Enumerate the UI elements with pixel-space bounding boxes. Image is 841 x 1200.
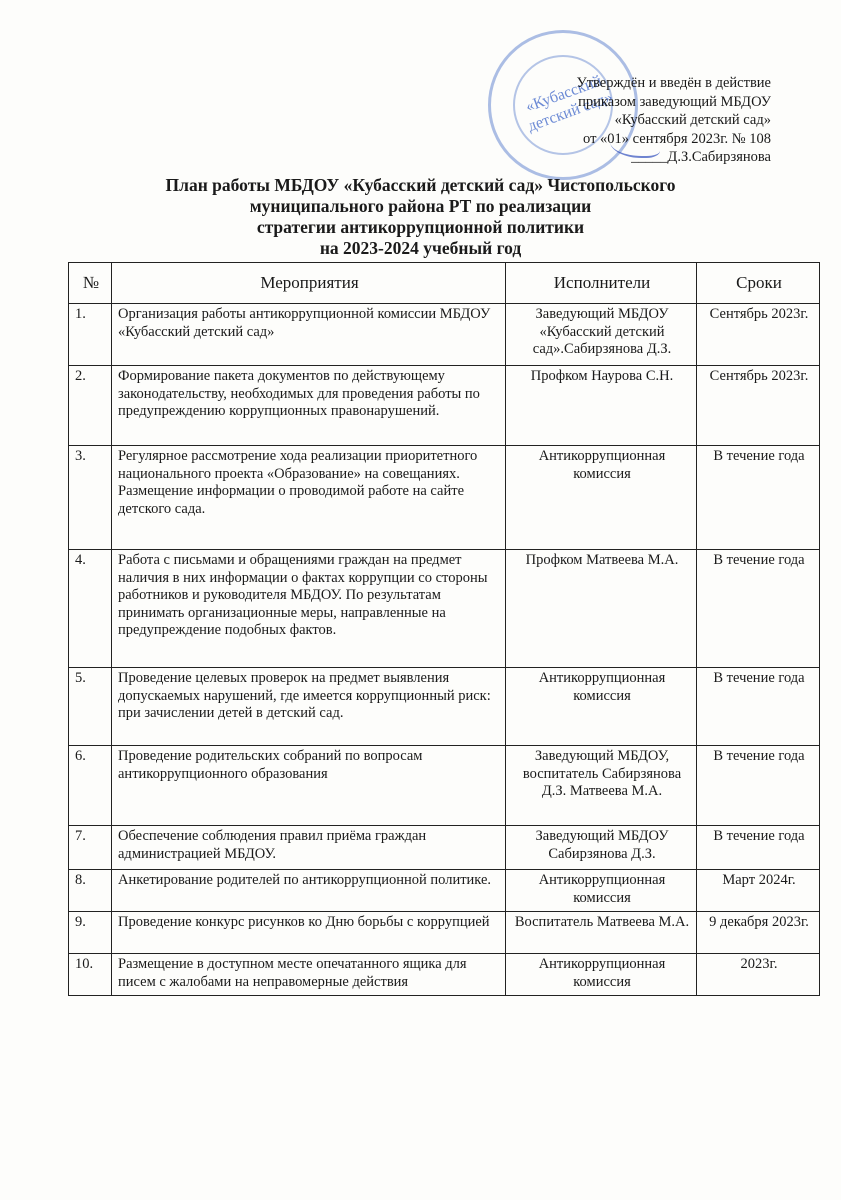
row-term: Март 2024г.	[697, 870, 820, 912]
row-event: Формирование пакета документов по действующему законодательству, необходимых для проведения работы по предупреждению коррупционных правонарушений.	[112, 366, 506, 446]
approval-block	[576, 74, 771, 167]
row-event: Размещение в доступном месте опечатанного ящика для писем с жалобами на неправомерные действия	[112, 954, 506, 996]
approval-line: от «01» сентября 2023г. № 108	[583, 130, 771, 147]
row-event: Обеспечение соблюдения правил приёма граждан администрацией МБДОУ.	[112, 826, 506, 870]
row-executor: Воспитатель Матвеева М.А.	[506, 912, 697, 954]
header-terms: Сроки	[697, 263, 820, 304]
row-executor: Антикоррупционная комиссия	[506, 870, 697, 912]
row-executor: Заведующий МБДОУ «Кубасский детский сад».Сабирзянова Д.З.	[506, 304, 697, 366]
title-line: План работы МБДОУ «Кубасский детский сад» Чистопольского	[165, 175, 676, 195]
document-title	[60, 175, 781, 259]
row-executor: Профком Наурова С.Н.	[506, 366, 697, 446]
row-term: 2023г.	[697, 954, 820, 996]
row-term: Сентябрь 2023г.	[697, 304, 820, 366]
row-event: Проведение конкурс рисунков ко Дню борьбы с коррупцией	[112, 912, 506, 954]
row-number: 8.	[69, 870, 112, 912]
row-event: Проведение целевых проверок на предмет выявления допускаемых нарушений, где имеется коррупционный риск: при зачислении детей в детский сад.	[112, 668, 506, 746]
table-row	[69, 870, 820, 912]
row-number: 7.	[69, 826, 112, 870]
table-row	[69, 912, 820, 954]
row-number: 9.	[69, 912, 112, 954]
table-row	[69, 954, 820, 996]
title-line: муниципального района РТ по реализации	[249, 196, 592, 216]
row-number: 5.	[69, 668, 112, 746]
row-event: Регулярное рассмотрение хода реализации приоритетного национального проекта «Образование» на совещаниях. Размещение информации о проводимой работе на сайте детского сада.	[112, 446, 506, 550]
table-row	[69, 366, 820, 446]
header-executors: Исполнители	[506, 263, 697, 304]
table-row	[69, 446, 820, 550]
table-row	[69, 550, 820, 668]
row-executor: Антикоррупционная комиссия	[506, 446, 697, 550]
row-event: Анкетирование родителей по антикоррупционной политике.	[112, 870, 506, 912]
approval-line: приказом заведующий МБДОУ	[578, 93, 771, 110]
header-number: №	[69, 263, 112, 304]
row-number: 1.	[69, 304, 112, 366]
stamp-text: «Кубасский детский сад»	[523, 72, 615, 136]
row-number: 3.	[69, 446, 112, 550]
row-term: В течение года	[697, 826, 820, 870]
row-executor: Профком Матвеева М.А.	[506, 550, 697, 668]
row-executor: Антикоррупционная комиссия	[506, 668, 697, 746]
row-executor: Заведующий МБДОУ Сабирзянова Д.З.	[506, 826, 697, 870]
approval-line: _____Д.З.Сабирзянова	[631, 149, 771, 165]
row-number: 10.	[69, 954, 112, 996]
row-term: В течение года	[697, 550, 820, 668]
table-header-row	[69, 263, 820, 304]
table-row	[69, 826, 820, 870]
row-term: В течение года	[697, 746, 820, 826]
approval-line: Утверждён и введён в действие	[576, 75, 771, 91]
activities-table	[68, 262, 820, 996]
row-term: В течение года	[697, 446, 820, 550]
row-executor: Заведующий МБДОУ, воспитатель Сабирзянова Д.З. Матвеева М.А.	[506, 746, 697, 826]
table-row	[69, 746, 820, 826]
row-number: 6.	[69, 746, 112, 826]
header-events: Мероприятия	[112, 263, 506, 304]
row-number: 4.	[69, 550, 112, 668]
title-line: стратегии антикоррупционной политики	[256, 217, 585, 237]
row-executor: Антикоррупционная комиссия	[506, 954, 697, 996]
row-term: 9 декабря 2023г.	[697, 912, 820, 954]
row-term: В течение года	[697, 668, 820, 746]
row-event: Работа с письмами и обращениями граждан на предмет наличия в них информации о фактах коррупции со стороны работников и руководителя МБДОУ. По результатам принимать организационные меры, направленные на предупреждение подобных фактов.	[112, 550, 506, 668]
title-line: на 2023-2024 учебный год	[319, 238, 522, 258]
approval-line: «Кубасский детский сад»	[614, 112, 771, 128]
table-row	[69, 668, 820, 746]
row-event: Проведение родительских собраний по вопросам антикоррупционного образования	[112, 746, 506, 826]
table-row	[69, 304, 820, 366]
row-number: 2.	[69, 366, 112, 446]
row-term: Сентябрь 2023г.	[697, 366, 820, 446]
row-event: Организация работы антикоррупционной комиссии МБДОУ «Кубасский детский сад»	[112, 304, 506, 366]
